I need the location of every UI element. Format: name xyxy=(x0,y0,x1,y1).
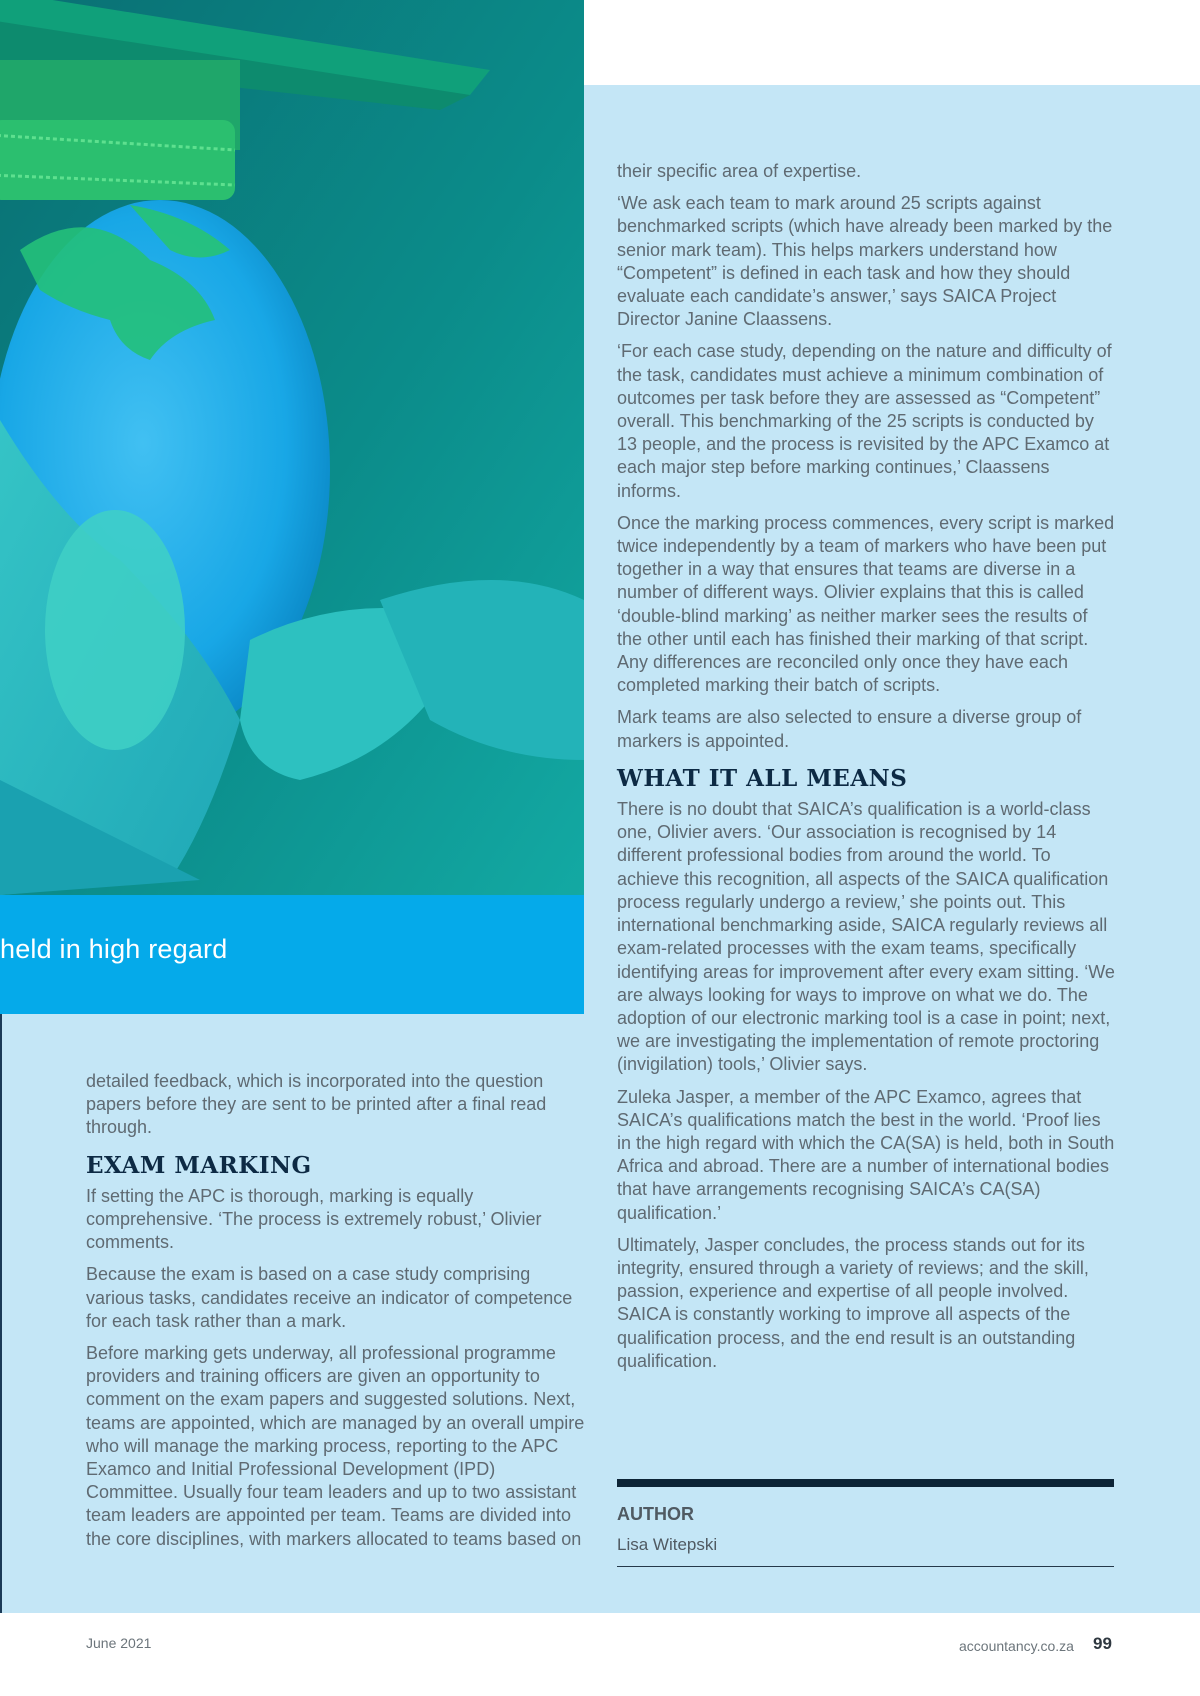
site-url[interactable]: accountancy.co.za xyxy=(959,1638,1074,1654)
author-name: Lisa Witepski xyxy=(617,1535,718,1554)
paragraph: ‘For each case study, depending on the nature and difficulty of the task, candidates must achieve a minimum combination of outcomes per task before they are assessed as “Competent” overall. This benchmarking of the 25 scripts is conducted by 13 people, and the process is revisited by the APC Examco at each major step before marking continues,’ Claassens informs. xyxy=(617,341,1112,501)
section-heading-what-it-all-means: WHAT IT ALL MEANS xyxy=(617,764,908,792)
paragraph: Mark teams are also selected to ensure a diverse group of markers is appointed. xyxy=(617,707,1082,751)
paragraph: ‘We ask each team to mark around 25 scripts against benchmarked scripts (which have already been marked by the senior mark team). This helps markers understand how “Competent” is defined in each task and how they should evaluate each candidate’s answer,’ says SAICA Project Director Janine Claassens. xyxy=(617,193,1113,330)
paragraph: Because the exam is based on a case study comprising various tasks, candidates receive an indicator of competence for each task rather than a mark. xyxy=(86,1264,573,1331)
author-box xyxy=(617,1479,1114,1567)
paragraph: Once the marking process commences, every script is marked twice independently by a team of markers who have been put together in a way that ensures that teams are diverse in a number of different ways. Olivier explains that this is called ‘double-blind marking’ as neither marker sees the results of the other until each has finished their marking of that script. Any differences are reconciled only once they have each completed marking their batch of scripts. xyxy=(617,512,1115,696)
paragraph: their specific area of expertise. xyxy=(617,161,862,181)
paragraph: Before marking gets underway, all professional programme providers and training officers are given an opportunity to comment on the exam papers and suggested solutions. Next, teams are appointed, which are managed by an overall umpire who will manage the marking process, reporting to the APC Examco and Initial Professional Development (IPD) Committee. Usually four team leaders and up to two assistant team leaders are appointed per team. Teams are divided into the core disciplines, with markers allocated to teams based on xyxy=(86,1343,585,1549)
photo-caption: held in high regard xyxy=(0,934,228,964)
section-heading-exam-marking: EXAM MARKING xyxy=(86,1151,312,1179)
author-divider-thin xyxy=(617,1566,1114,1567)
paragraph: detailed feedback, which is incorporated into the question papers before they are sent to be printed after a final read through. xyxy=(86,1071,547,1138)
author-label: AUTHOR xyxy=(617,1504,694,1524)
paragraph: There is no doubt that SAICA’s qualification is a world-class one, Olivier avers. ‘Our association is recognised by 14 different professional bodies from around the world. To achieve this recognition, all aspects of the SAICA qualification process regularly undergo a review,’ she points out. This international benchmarking aside, SAICA regularly reviews all exam-related processes with the exam teams, specifically identifying areas for improvement after every exam sitting. ‘We are always looking for ways to improve on what we do. The adoption of our electronic marking tool is a case in point; next, we are investigating the implementation of remote proctoring (invigilation) tools,’ Olivier says. xyxy=(617,799,1115,1075)
article-column-right xyxy=(617,160,1117,1382)
paragraph: Ultimately, Jasper concludes, the process stands out for its integrity, ensured through a variety of reviews; and the skill, passion, experience and expertise of all people involved. SAICA is constantly working to improve all aspects of the qualification process, and the end result is an outstanding qualification. xyxy=(617,1234,1089,1371)
hero-photo xyxy=(0,0,584,895)
left-edge-rule xyxy=(0,1010,2,1613)
graduation-cap-on-globe-icon xyxy=(0,0,584,895)
page-number: 99 xyxy=(1093,1634,1112,1653)
article-column-left xyxy=(86,1070,586,1560)
author-divider-thick xyxy=(617,1479,1114,1487)
paragraph: Zuleka Jasper, a member of the APC Examco, agrees that SAICA’s qualifications match the best in the world. ‘Proof lies in the high regard with which the CA(SA) is held, both in South Africa and abroad. There are a number of international bodies that have arrangements recognising SAICA’s CA(SA) qualification.’ xyxy=(617,1086,1115,1223)
issue-date: June 2021 xyxy=(86,1635,152,1651)
paragraph: If setting the APC is thorough, marking is equally comprehensive. ‘The process is extremely robust,’ Olivier comments. xyxy=(86,1185,542,1253)
